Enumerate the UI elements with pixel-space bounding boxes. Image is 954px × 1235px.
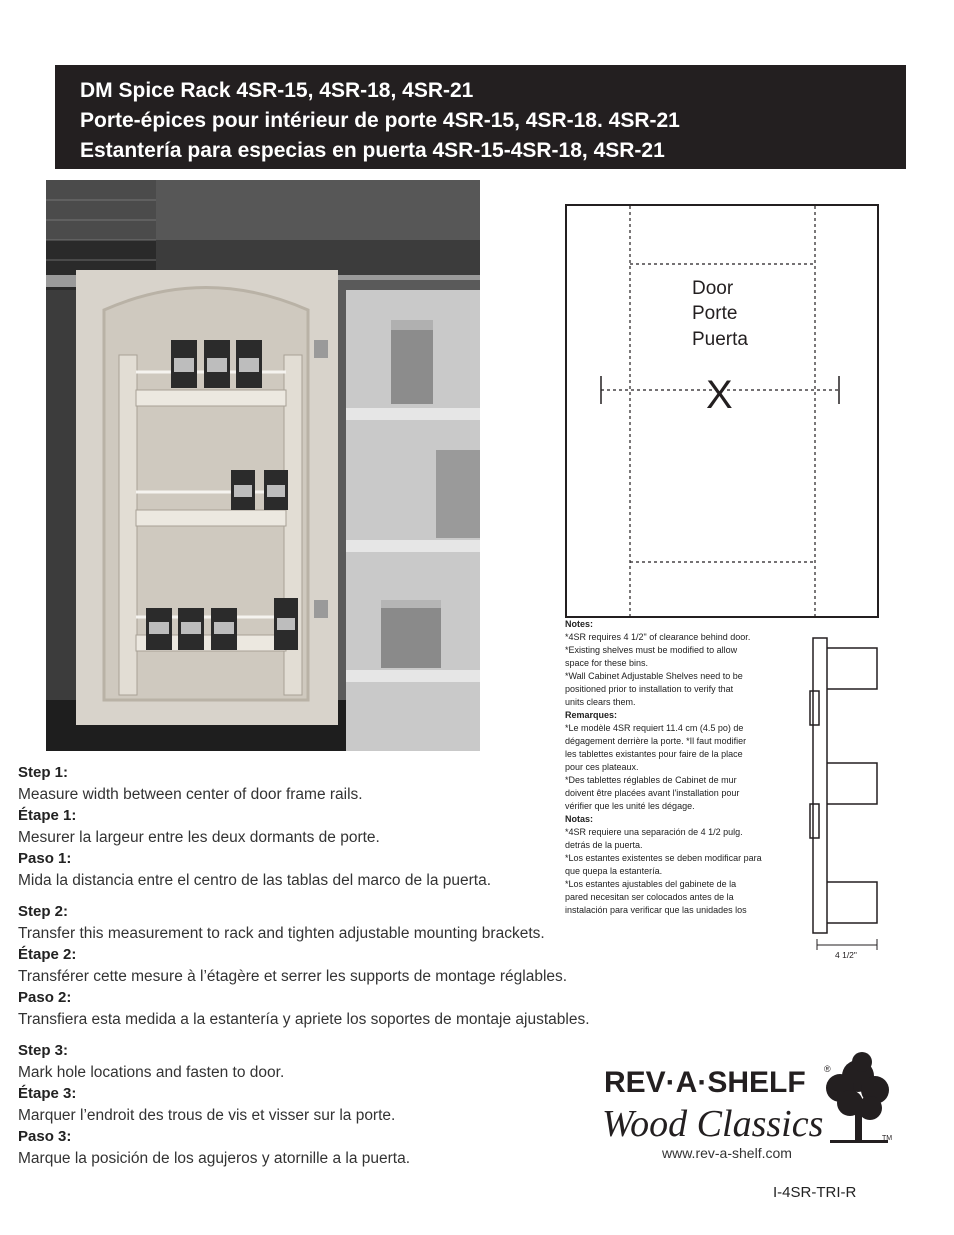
logo-wood-classics: Wood Classics (602, 1103, 824, 1145)
step-label: Étape 1: (18, 807, 77, 824)
rev-a-shelf-logo (600, 1048, 900, 1148)
trademark-mark: TM (882, 1135, 893, 1142)
note-line: *Wall Cabinet Adjustable Shelves need to be (565, 671, 743, 681)
step-text: Mesurer la largeur entre les deux dormants de porte. (18, 828, 380, 846)
note-line: que quepa la estantería. (565, 866, 663, 876)
note-line: *Existing shelves must be modified to allow (565, 645, 738, 655)
note-line: *Le modèle 4SR requiert 11.4 cm (4.5 po) de (565, 723, 744, 733)
note-line: *Los estantes existentes se deben modificar para (565, 853, 762, 863)
door-outline-drawing (565, 204, 880, 618)
step-text: Marquer l’endroit des trous de vis et visser sur la porte. (18, 1106, 396, 1124)
note-line: pour ces plateaux. (565, 762, 639, 772)
step-label: Step 1: (18, 764, 69, 781)
note-line: dégagement derrière la porte. *Il faut modifier (565, 736, 747, 746)
clearance-dimension: 4 1/2" (835, 950, 857, 960)
door-label-es: Puerta (692, 329, 748, 350)
note-line: pared necesitan ser colocados antes de la (565, 892, 734, 902)
product-photo (46, 180, 480, 751)
step-label: Paso 1: (18, 850, 72, 867)
step-label: Step 3: (18, 1042, 69, 1059)
note-line: positioned prior to installation to verify that (565, 684, 734, 694)
step-label: Step 2: (18, 903, 69, 920)
step-text: Measure width between center of door frame rails. (18, 785, 363, 803)
step-text: Mida la distancia entre el centro de las tablas del marco de la puerta. (18, 871, 492, 889)
logo-brand: REV·A·SHELF (604, 1066, 806, 1099)
registered-mark: ® (824, 1064, 831, 1074)
door-label-fr: Porte (692, 303, 738, 324)
note-line: *4SR requiere una separación de 4 1/2 pulg. (565, 827, 743, 837)
step-label: Étape 2: (18, 946, 77, 963)
center-mark: X (706, 373, 733, 417)
note-line: doivent être placées avant l'installation pour (565, 788, 740, 798)
door-diagram (565, 204, 880, 618)
note-line: les tablettes existantes pour faire de la place (565, 749, 743, 759)
step-text: Transfiera esta medida a la estantería y apriete los soportes de montaje ajustables. (18, 1010, 590, 1028)
note-line: instalación para verificar que las unidades los (565, 905, 747, 915)
note-line: *Des tablettes réglables de Cabinet de mur (565, 775, 737, 785)
tree-icon (826, 1052, 889, 1143)
spice-rack-photo-illustration (46, 180, 480, 751)
notes-heading-en: Notes: (565, 619, 594, 629)
step-label: Paso 3: (18, 1128, 72, 1145)
door-label-en: Door (692, 278, 734, 299)
step-text: Transférer cette mesure à l’étagère et serrer les supports de montage réglables. (18, 967, 568, 985)
step-text: Mark hole locations and fasten to door. (18, 1063, 285, 1081)
step-label: Paso 2: (18, 989, 72, 1006)
website-url: www.rev-a-shelf.com (662, 1145, 792, 1161)
notes-heading-es: Notas: (565, 814, 594, 824)
step-text: Transfer this measurement to rack and tighten adjustable mounting brackets. (18, 924, 545, 942)
document-code: I-4SR-TRI-R (773, 1184, 857, 1201)
clearance-drawing (800, 636, 890, 961)
step-label: Étape 3: (18, 1085, 77, 1102)
logo-artwork (600, 1048, 900, 1148)
notes-heading-fr: Remarques: (565, 710, 618, 720)
title-english: DM Spice Rack 4SR-15, 4SR-18, 4SR-21 (80, 79, 474, 102)
note-line: detrás de la puerta. (565, 840, 643, 850)
title-spanish: Estantería para especias en puerta 4SR-15-4SR-18, 4SR-21 (80, 139, 665, 162)
note-line: units clears them. (565, 697, 636, 707)
step-text: Marque la posición de los agujeros y atornille a la puerta. (18, 1149, 411, 1167)
note-line: *4SR requires 4 1/2" of clearance behind door. (565, 632, 751, 642)
note-line: space for these bins. (565, 658, 649, 668)
title-band (55, 65, 906, 169)
note-line: *Los estantes ajustables del gabinete de la (565, 879, 737, 889)
note-line: vérifier que les unité les dégage. (565, 801, 695, 811)
title-french: Porte-épices pour intérieur de porte 4SR-15, 4SR-18. 4SR-21 (80, 109, 680, 132)
clearance-side-diagram (800, 636, 890, 961)
